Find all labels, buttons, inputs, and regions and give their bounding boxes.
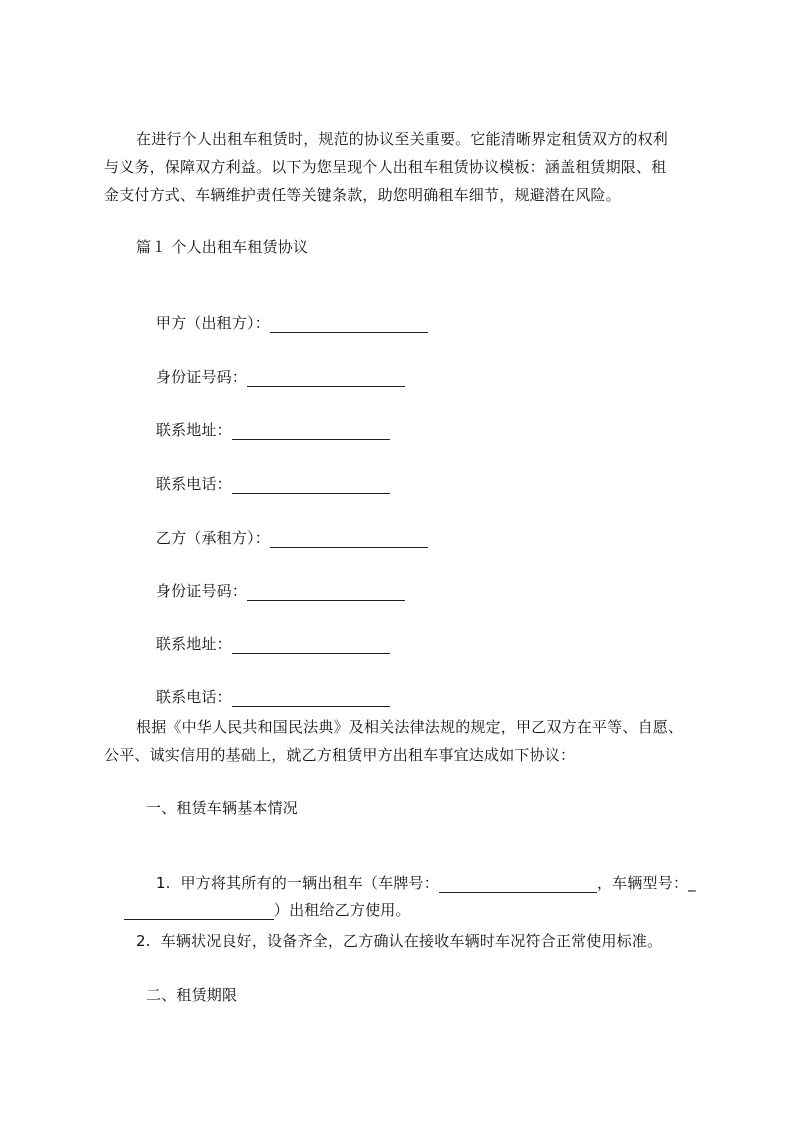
preamble-line-1: 根据《中华人民共和国民法典》及相关法律法规的规定，甲乙双方在平等、自愿、 [136,718,684,736]
party-b-id-label: 身份证号码： [155,582,248,600]
party-b-blank[interactable] [270,533,428,548]
vehicle-model-blank[interactable] [124,905,274,920]
party-a-blank[interactable] [270,318,428,333]
party-a-address-blank[interactable] [232,425,390,440]
party-a-phone-label: 联系电话： [155,475,232,493]
party-b-address-label: 联系地址： [155,635,232,653]
plate-number-blank[interactable] [439,878,597,893]
party-b-address-blank[interactable] [232,639,390,654]
party-b-phone-blank[interactable] [232,692,390,707]
intro-line-2: 与义务，保障双方利益。以下为您呈现个人出租车租赁协议模板：涵盖租赁期限、租 [104,158,667,176]
article-title: 篇１ 个人出租车租赁协议 [136,238,309,256]
party-a-address-label: 联系地址： [155,421,232,439]
intro-line-1: 在进行个人出租车租赁时，规范的协议至关重要。它能清晰界定租赁双方的权利 [136,130,669,148]
section1-item1-text-c: ）出租给乙方使用。 [273,901,411,919]
section2-title: 二、租赁期限 [146,986,238,1004]
section1-item1-text-b: ，车辆型号：_ [596,874,696,892]
party-a-id-label: 身份证号码： [155,368,248,386]
party-b-id-blank[interactable] [247,586,405,601]
preamble-line-2: 公平、诚实信用的基础上，就乙方租赁甲方出租车事宜达成如下协议： [104,746,576,764]
intro-line-3: 金支付方式、车辆维护责任等关键条款，助您明确租车细节，规避潜在风险。 [104,186,621,204]
party-a-label: 甲方（出租方）： [155,314,270,332]
party-a-id-blank[interactable] [247,372,405,387]
party-b-phone-label: 联系电话： [155,688,232,706]
party-a-phone-blank[interactable] [232,479,390,494]
section1-title: 一、租赁车辆基本情况 [146,799,299,817]
section1-item2: 2. 车辆状况良好，设备齐全，乙方确认在接收车辆时车况符合正常使用标准。 [136,932,663,950]
section1-item1-text-a: 1. 甲方将其所有的一辆出租车（车牌号： [155,874,439,892]
party-b-label: 乙方（承租方）： [155,529,270,547]
